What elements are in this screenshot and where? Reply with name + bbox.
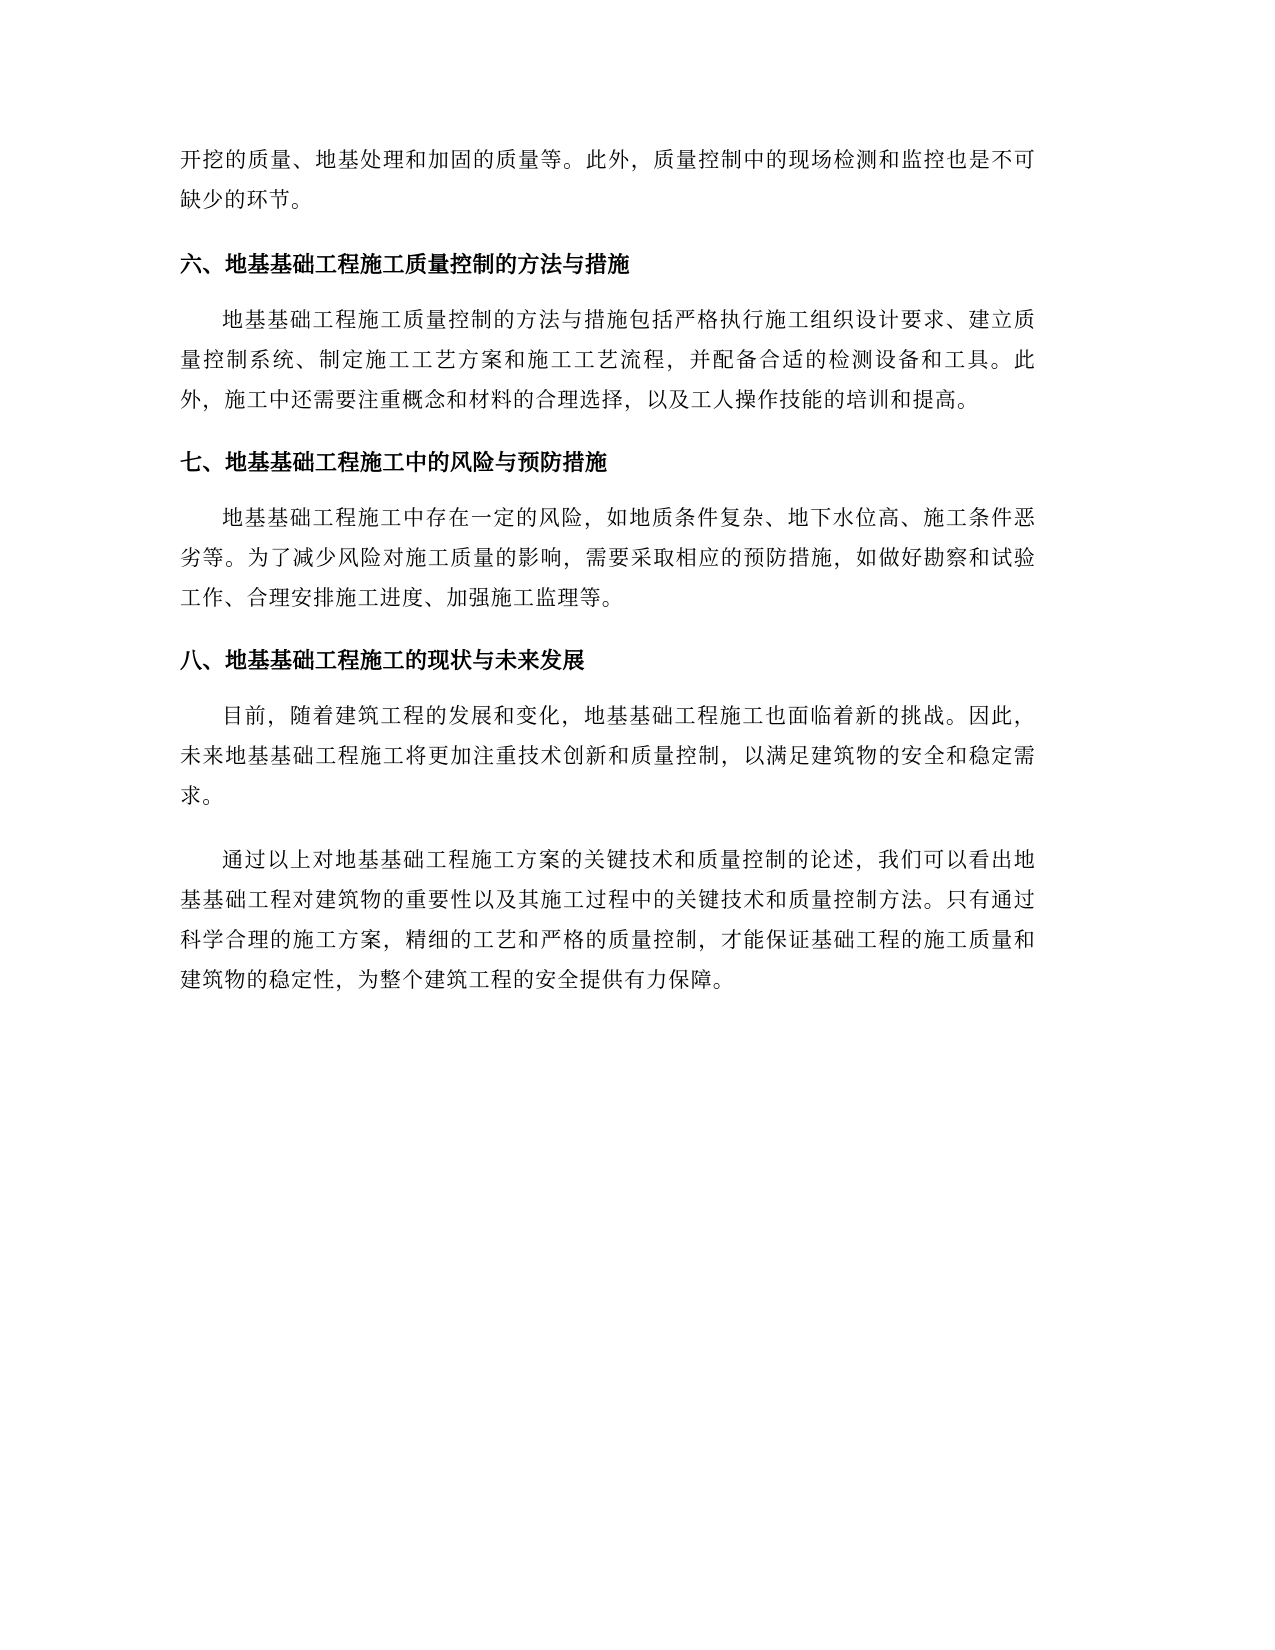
section-heading-7: 七、地基基础工程施工中的风险与预防措施 bbox=[180, 451, 608, 476]
section-paragraph-6: 地基基础工程施工质量控制的方法与措施包括严格执行施工组织设计要求、建立质量控制系统、制定施工工艺方案和施工工艺流程，并配备合适的检测设备和工具。此外，施工中还需要注重概念和材料的合理选择，以及工人操作技能的培训和提高。 bbox=[180, 308, 1036, 412]
section-paragraph-8: 目前，随着建筑工程的发展和变化，地基基础工程施工也面临着新的挑战。因此，未来地基基础工程施工将更加注重技术创新和质量控制，以满足建筑物的安全和稳定需求。 bbox=[180, 704, 1036, 808]
conclusion-paragraph: 通过以上对地基基础工程施工方案的关键技术和质量控制的论述，我们可以看出地基基础工程对建筑物的重要性以及其施工过程中的关键技术和质量控制方法。只有通过科学合理的施工方案，精细的工艺和严格的质量控制，才能保证基础工程的施工质量和建筑物的稳定性，为整个建筑工程的安全提供有力保障。 bbox=[180, 848, 1036, 992]
section-heading-6: 六、地基基础工程施工质量控制的方法与措施 bbox=[180, 253, 631, 278]
section-heading-8: 八、地基基础工程施工的现状与未来发展 bbox=[180, 649, 586, 674]
document-page bbox=[180, 140, 1036, 1000]
continuation-paragraph: 开挖的质量、地基处理和加固的质量等。此外，质量控制中的现场检测和监控也是不可缺少的环节。 bbox=[180, 148, 1036, 212]
section-paragraph-7: 地基基础工程施工中存在一定的风险，如地质条件复杂、地下水位高、施工条件恶劣等。为了减少风险对施工质量的影响，需要采取相应的预防措施，如做好勘察和试验工作、合理安排施工进度、加强施工监理等。 bbox=[180, 506, 1036, 610]
